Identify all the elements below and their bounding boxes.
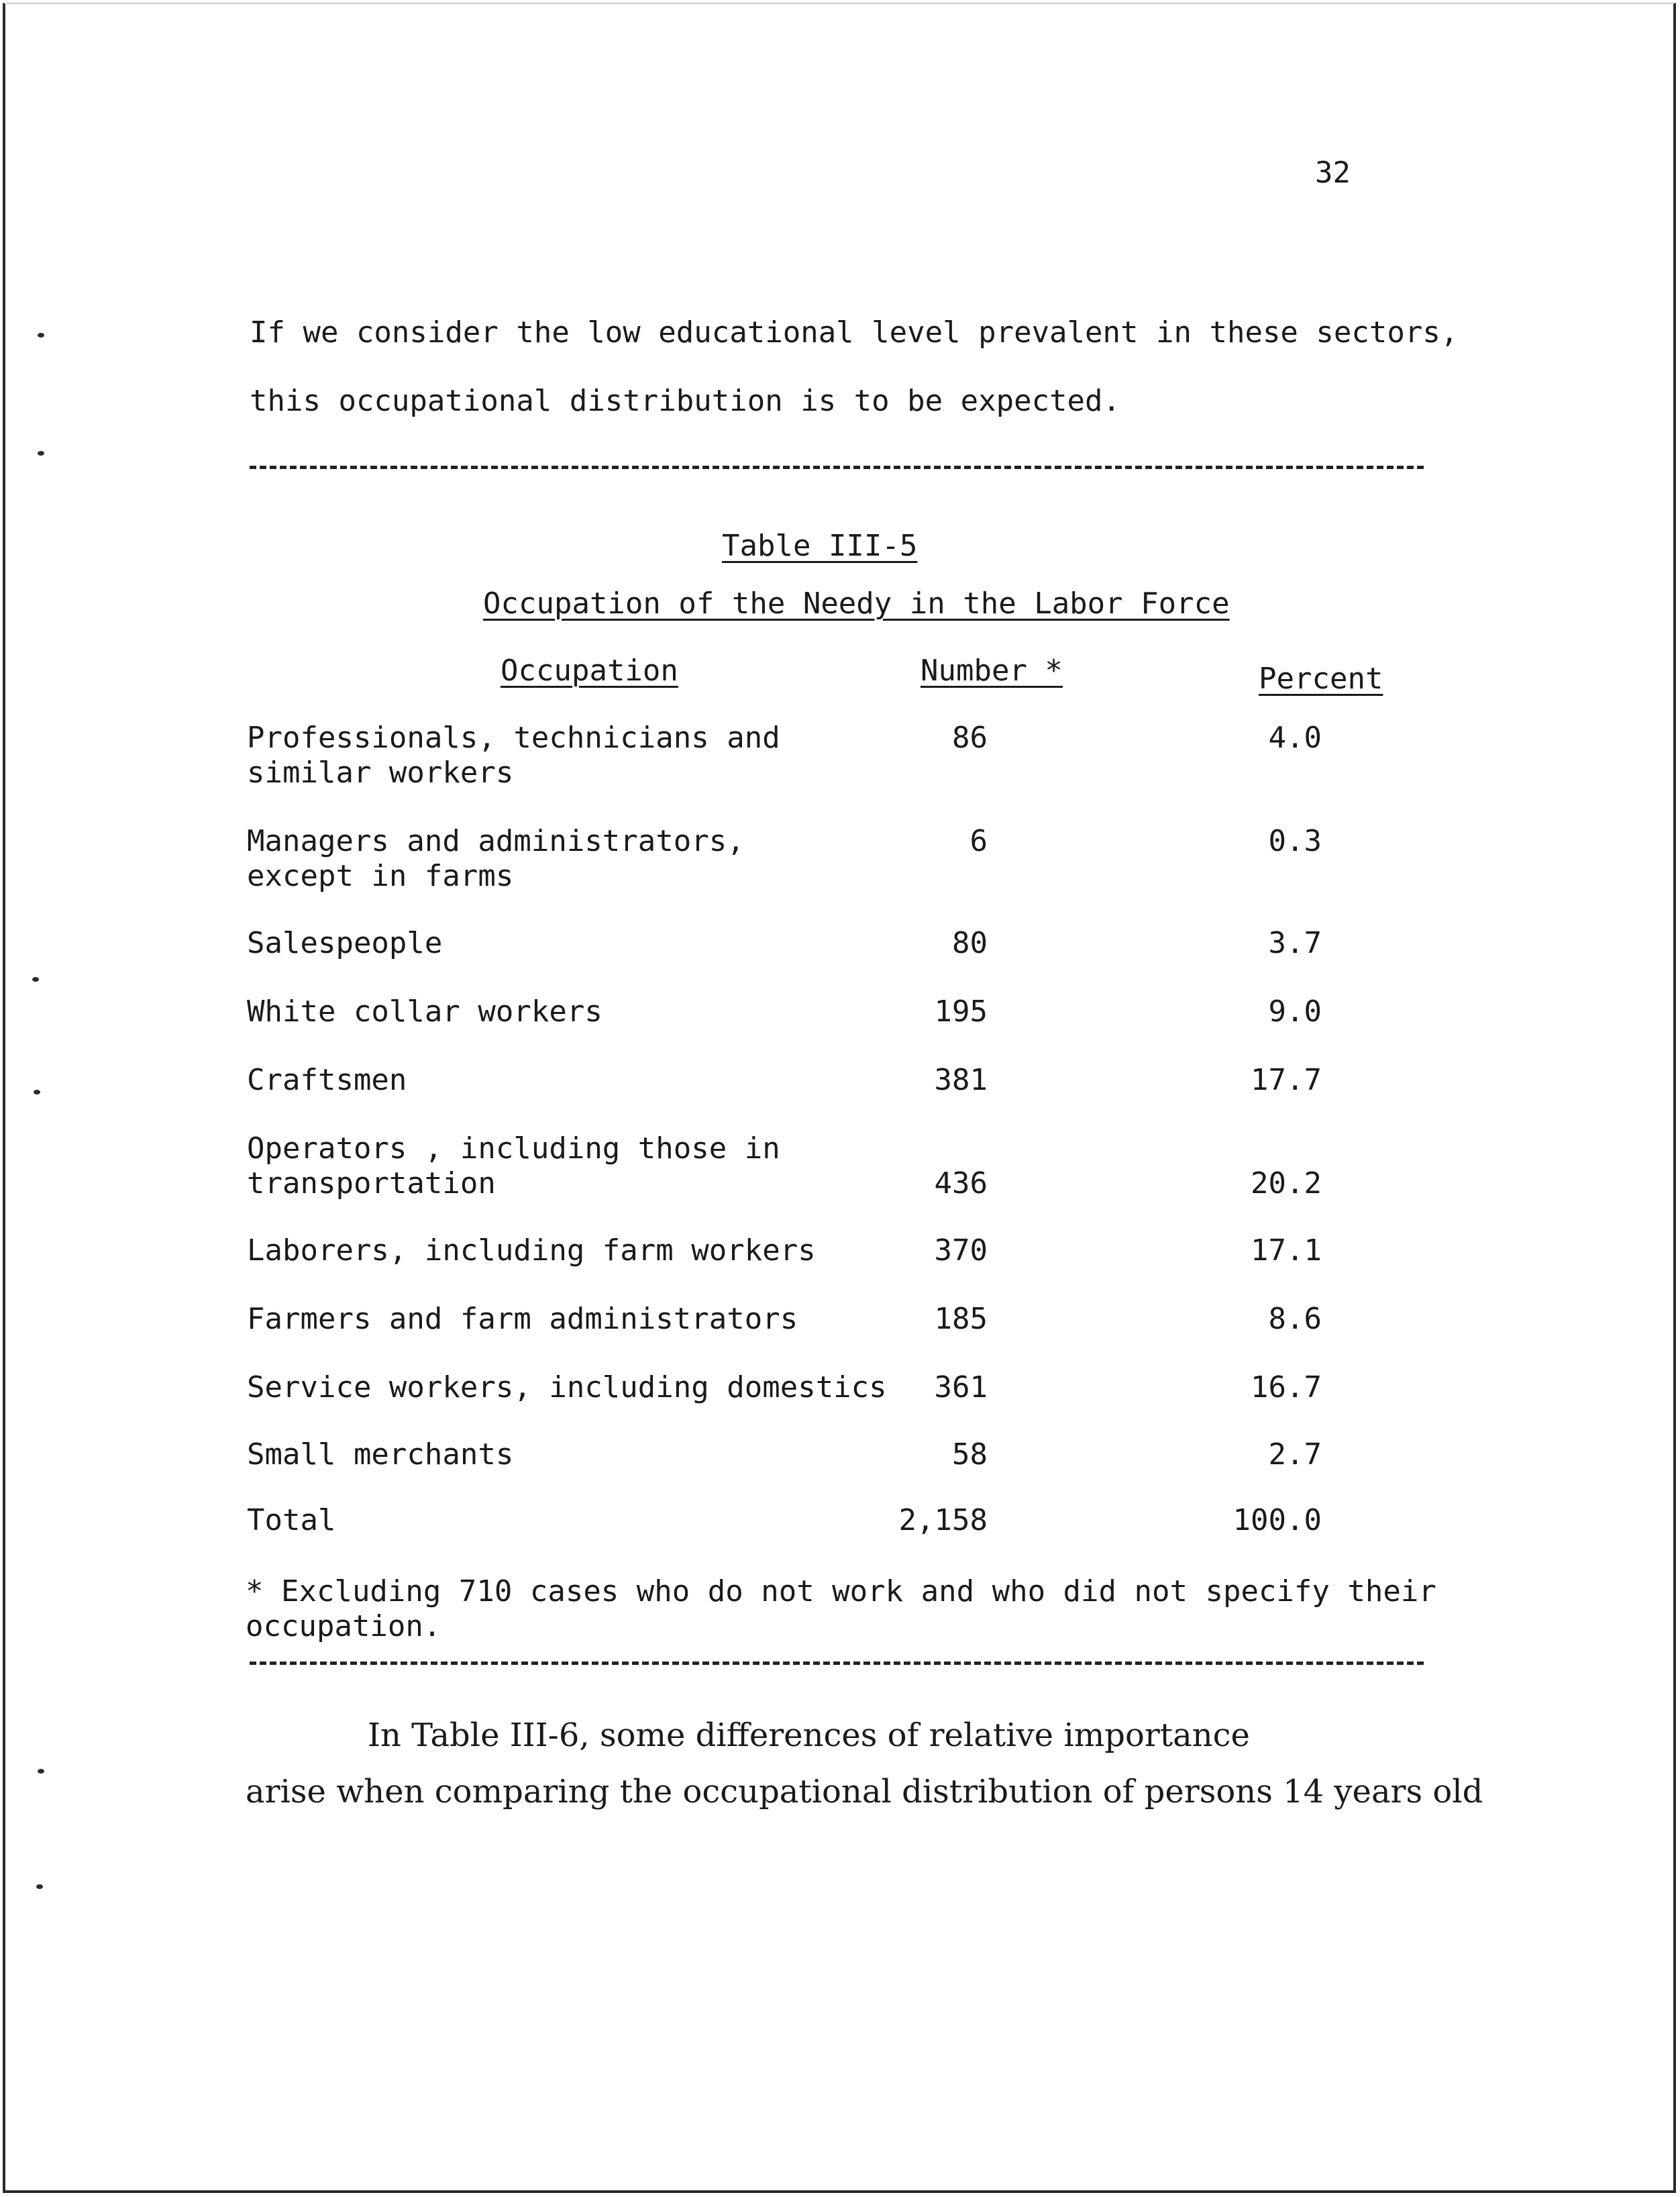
occupation-cell: Small merchants [247, 1437, 514, 1472]
occupation-cell: Managers and administrators, except in farms [247, 824, 745, 893]
occupation-cell: Farmers and farm administrators [247, 1302, 798, 1336]
percent-cell: 8.6 [1268, 1302, 1322, 1336]
scan-speck [38, 333, 44, 338]
number-cell: 361 [934, 1370, 988, 1404]
body-paragraph-line: In Table III-6, some differences of relative importance [368, 1717, 1250, 1754]
scan-speck [32, 977, 39, 982]
column-header-percent: Percent [1259, 662, 1383, 696]
intro-text-line: this occupational distribution is to be expected. [250, 384, 1121, 418]
percent-cell: 3.7 [1268, 926, 1322, 960]
scan-speck [34, 1090, 40, 1094]
number-cell: 436 [934, 1166, 988, 1200]
top-dashed-divider [250, 466, 1424, 469]
percent-cell: 16.7 [1251, 1370, 1322, 1404]
table-title: Occupation of the Needy in the Labor Force [483, 586, 1230, 621]
occupation-cell: Laborers, including farm workers [247, 1233, 816, 1268]
percent-cell: 2.7 [1268, 1437, 1322, 1472]
table-number: Table III-5 [722, 529, 918, 563]
total-percent: 100.0 [1232, 1503, 1322, 1537]
number-cell: 80 [952, 926, 988, 960]
page-number: 32 [1315, 156, 1351, 190]
occupation-cell: Professionals, technicians and similar workers [247, 721, 780, 790]
percent-cell: 17.1 [1251, 1233, 1322, 1268]
percent-cell: 0.3 [1268, 824, 1322, 858]
number-cell: 381 [934, 1063, 988, 1097]
occupation-cell: Service workers, including domestics [247, 1370, 887, 1404]
percent-cell: 9.0 [1268, 994, 1322, 1029]
percent-cell: 4.0 [1268, 721, 1322, 755]
occupation-cell: White collar workers [247, 994, 602, 1029]
total-number: 2,158 [898, 1503, 988, 1537]
bottom-dashed-divider [250, 1662, 1424, 1665]
column-header-occupation: Occupation [501, 654, 678, 688]
occupation-cell: Salespeople [247, 926, 443, 960]
number-cell: 6 [969, 824, 988, 858]
column-header-number: Number * [921, 654, 1063, 688]
intro-text-line: If we consider the low educational level prevalent in these sectors, [250, 315, 1459, 350]
number-cell: 370 [934, 1233, 988, 1268]
table-footnote: * Excluding 710 cases who do not work and who did not specify their occupation. [246, 1574, 1436, 1643]
scan-speck [38, 1769, 44, 1774]
number-cell: 185 [934, 1302, 988, 1336]
scan-speck [36, 1884, 43, 1889]
percent-cell: 17.7 [1251, 1063, 1322, 1097]
number-cell: 58 [952, 1437, 988, 1472]
body-paragraph-line: arise when comparing the occupational distribution of persons 14 years old [246, 1773, 1483, 1810]
scan-speck [38, 451, 44, 456]
occupation-cell: Operators , including those in transportation [247, 1131, 780, 1200]
number-cell: 195 [934, 994, 988, 1029]
number-cell: 86 [952, 721, 988, 755]
total-label: Total [247, 1503, 336, 1537]
percent-cell: 20.2 [1251, 1166, 1322, 1200]
occupation-cell: Craftsmen [247, 1063, 407, 1097]
